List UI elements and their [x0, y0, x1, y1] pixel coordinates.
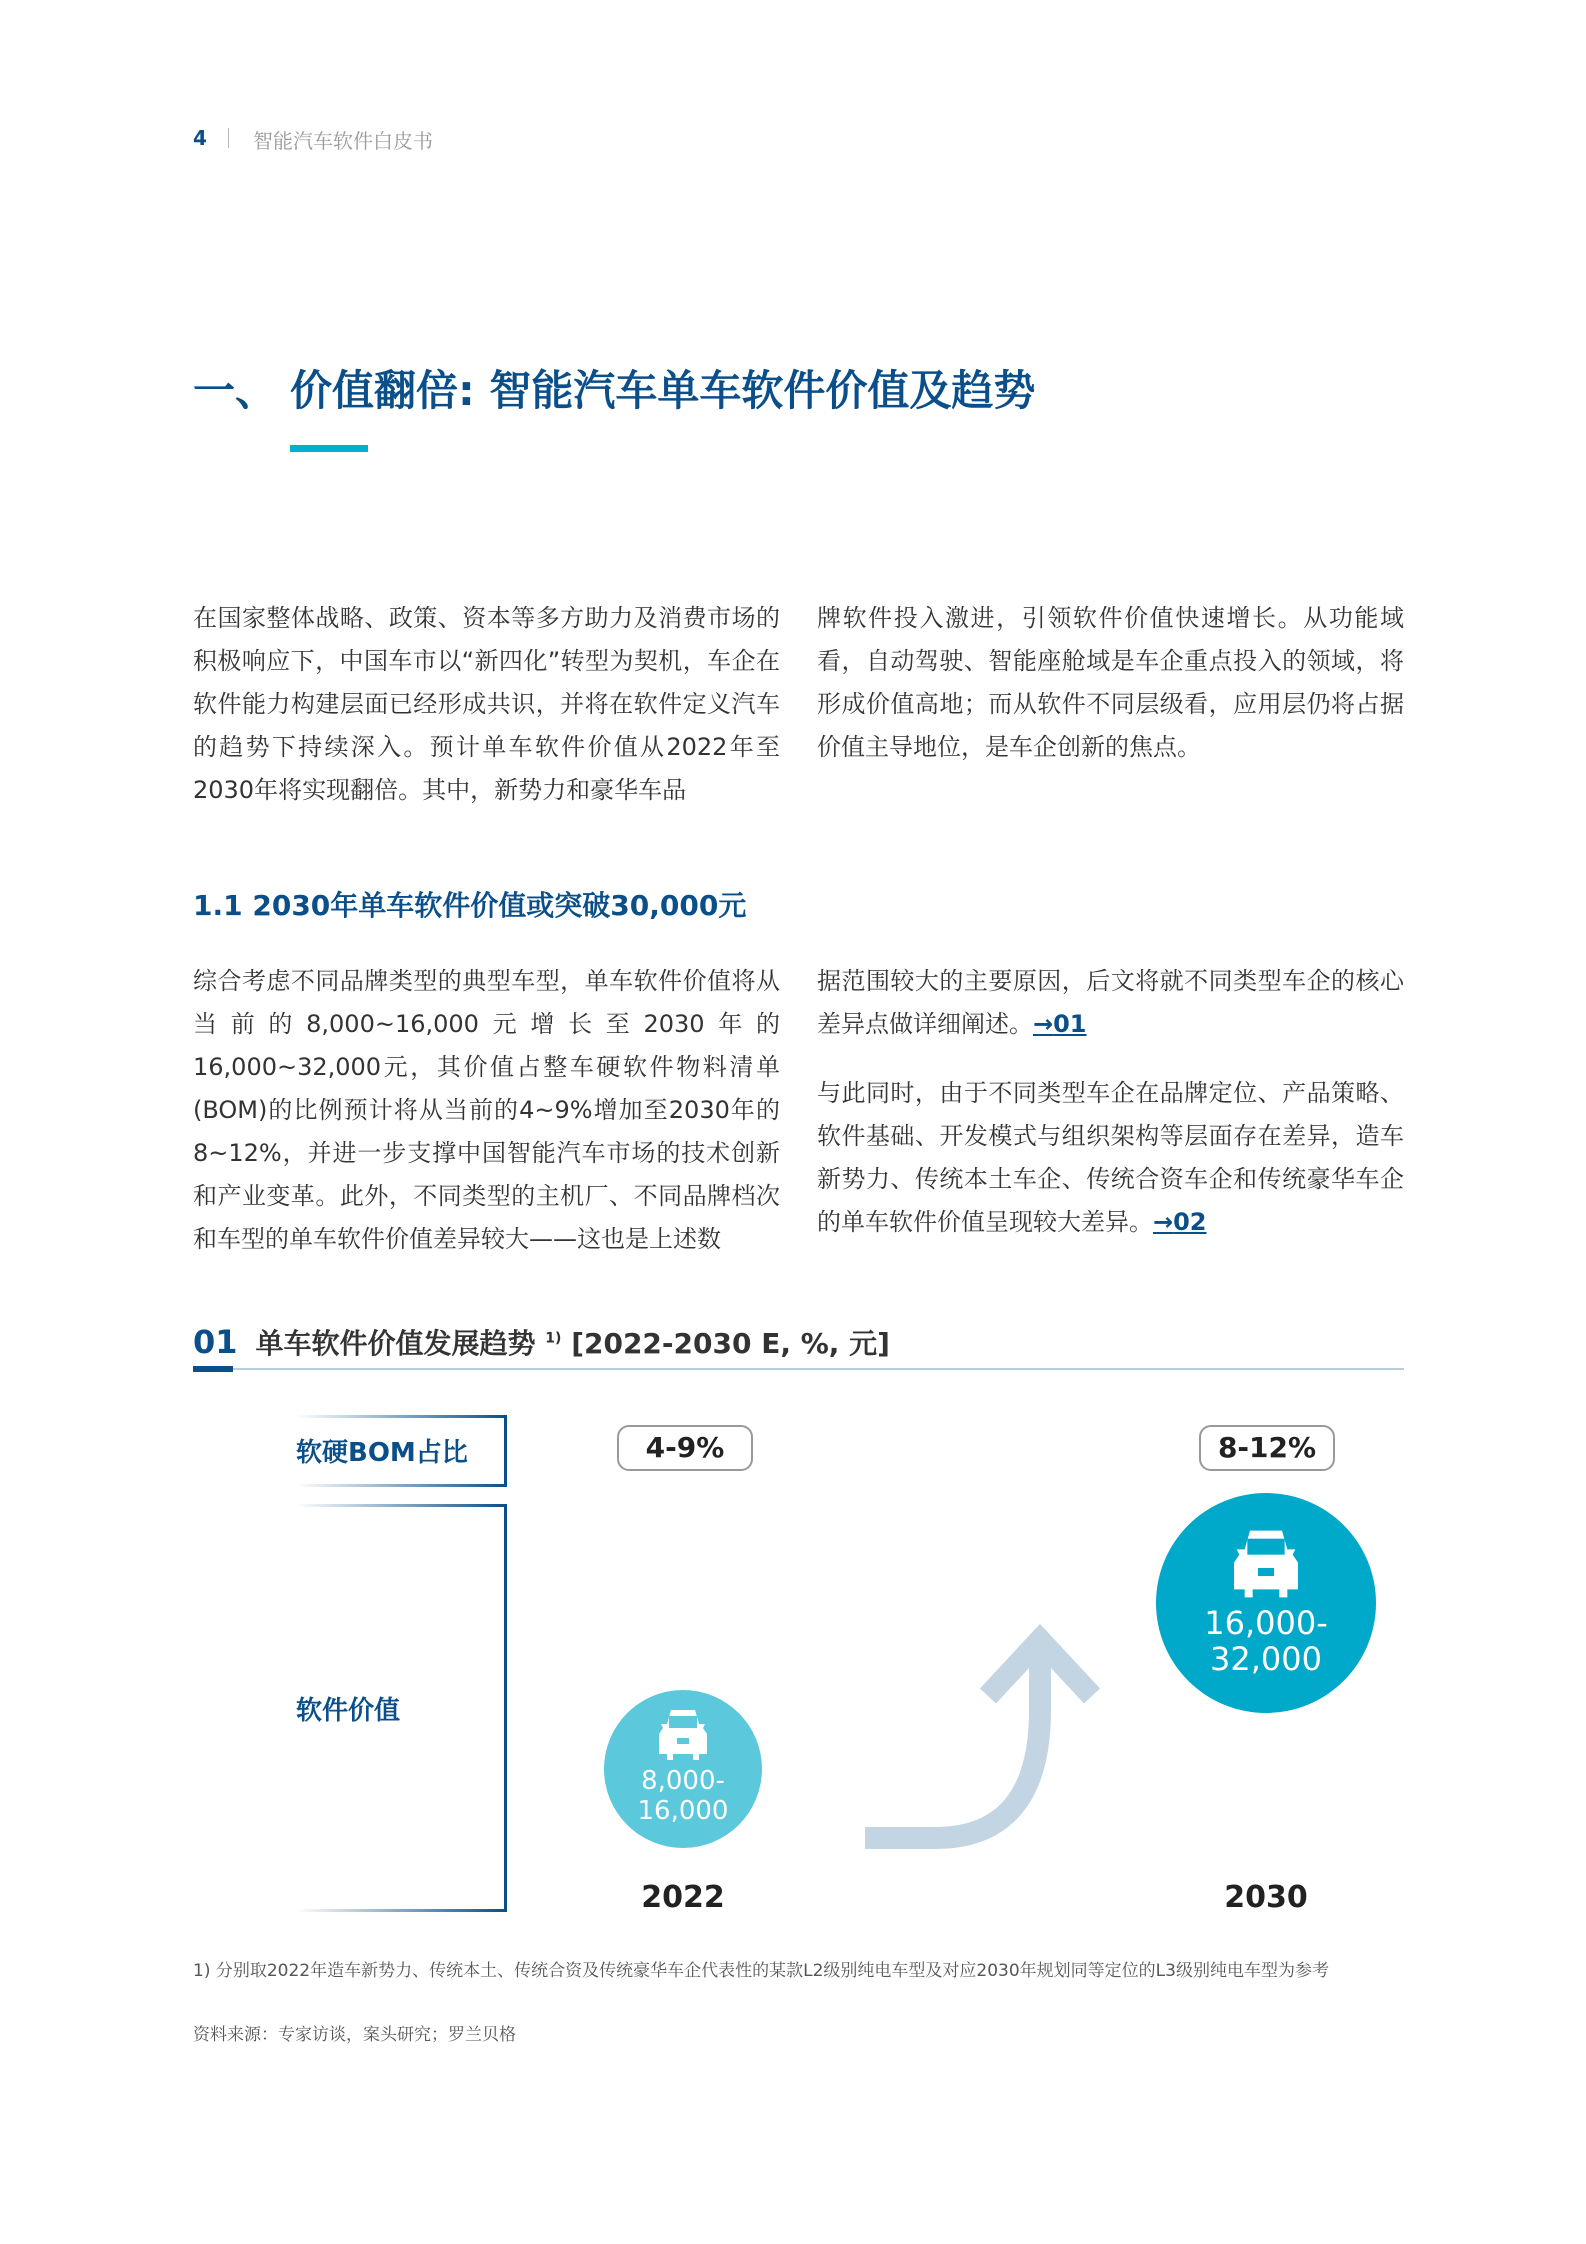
source-note: 资料来源：专家访谈，案头研究；罗兰贝格 [193, 2025, 516, 2045]
year-2022: 2022 [641, 1880, 725, 1915]
car-icon [653, 1708, 713, 1762]
footnote: 1) 分别取2022年造车新势力、传统本土、传统合资及传统豪华车企代表性的某款L2级别纯电车型及对应2030年规划同等定位的L3级别纯电车型为参考 [193, 1961, 1329, 1981]
header-divider [228, 128, 229, 148]
footnote-marker: 1) [545, 1330, 562, 1347]
value-2022-line2: 16,000 [637, 1796, 729, 1826]
body-right-2 [817, 1072, 1404, 1244]
value-circle-2030 [1156, 1493, 1376, 1713]
intro-left: 在国家整体战略、政策、资本等多方助力及消费市场的积极响应下，中国车市以“新四化”转型为契机，车企在软件能力构建层面已经形成共识，并将在软件定义汽车的趋势下持续深入。预计单车软件价值从2022年至2030年将实现翻倍。其中，新势力和豪华车品 [193, 604, 780, 804]
figure-number: 01 [193, 1323, 238, 1361]
body-right-2-text: 与此同时，由于不同类型车企在品牌定位、产品策略、软件基础、开发模式与组织架构等层面存在差异，造车新势力、传统本土车企、传统合资车企和传统豪华车企的单车软件价值呈现较大差异。 [817, 1079, 1404, 1236]
figure-title [193, 1322, 890, 1362]
section-title [193, 358, 1035, 418]
bom-share-2022: 4-9% [617, 1425, 753, 1471]
title-accent-line [290, 445, 368, 452]
body-right-1 [817, 960, 1404, 1046]
figure-title-rule-accent [193, 1366, 233, 1372]
year-2030: 2030 [1224, 1880, 1308, 1915]
document-title: 智能汽车软件白皮书 [253, 129, 433, 153]
body-left: 综合考虑不同品牌类型的典型车型，单车软件价值将从当前的8,000~16,000元增长至2030年的16,000~32,000元，其价值占整车硬软件物料清单(BOM)的比例预计将从当前的4~9%增加至2030年的8~12%，并进一步支撑中国智能汽车市场的技术创新和产业变革。此外，不同类型的主机厂、不同品牌档次和车型的单车软件价值差异较大——这也是上述数 [193, 967, 780, 1253]
value-2022-line1: 8,000- [641, 1766, 725, 1796]
figure-units: [2022-2030 E, %, 元] [571, 1327, 890, 1360]
row-label-bom: 软硬BOM占比 [296, 1438, 468, 1468]
bom-share-2030: 8-12% [1199, 1425, 1335, 1471]
figure-link-02[interactable] [1153, 1208, 1207, 1236]
value-circle-2022 [604, 1690, 762, 1848]
link-label: 02 [1173, 1208, 1207, 1236]
page-number: 4 [193, 126, 207, 150]
car-icon [1226, 1527, 1306, 1601]
body-right-1-text: 据范围较大的主要原因，后文将就不同类型车企的核心差异点做详细阐述。 [817, 967, 1404, 1038]
section-number: 一、 [193, 366, 278, 415]
arrow-right-icon: → [1153, 1208, 1174, 1236]
figure-title-text: 单车软件价值发展趋势 [255, 1327, 536, 1360]
value-2030-line1: 16,000- [1204, 1604, 1328, 1642]
row-label-value: 软件价值 [296, 1696, 401, 1726]
figure-link-01[interactable] [1033, 1010, 1087, 1038]
arrow-right-icon: → [1033, 1010, 1054, 1038]
link-label: 01 [1053, 1010, 1087, 1038]
intro-right: 牌软件投入激进，引领软件价值快速增长。从功能域看，自动驾驶、智能座舱域是车企重点投入的领域，将形成价值高地；而从软件不同层级看，应用层仍将占据价值主导地位，是车企创新的焦点。 [817, 604, 1404, 761]
value-2030-line2: 32,000 [1210, 1640, 1322, 1678]
subsection-title: 1.1 2030年单车软件价值或突破30,000元 [193, 889, 747, 922]
figure-title-rule [193, 1368, 1404, 1370]
section-title-text: 价值翻倍: 智能汽车单车软件价值及趋势 [290, 366, 1036, 415]
